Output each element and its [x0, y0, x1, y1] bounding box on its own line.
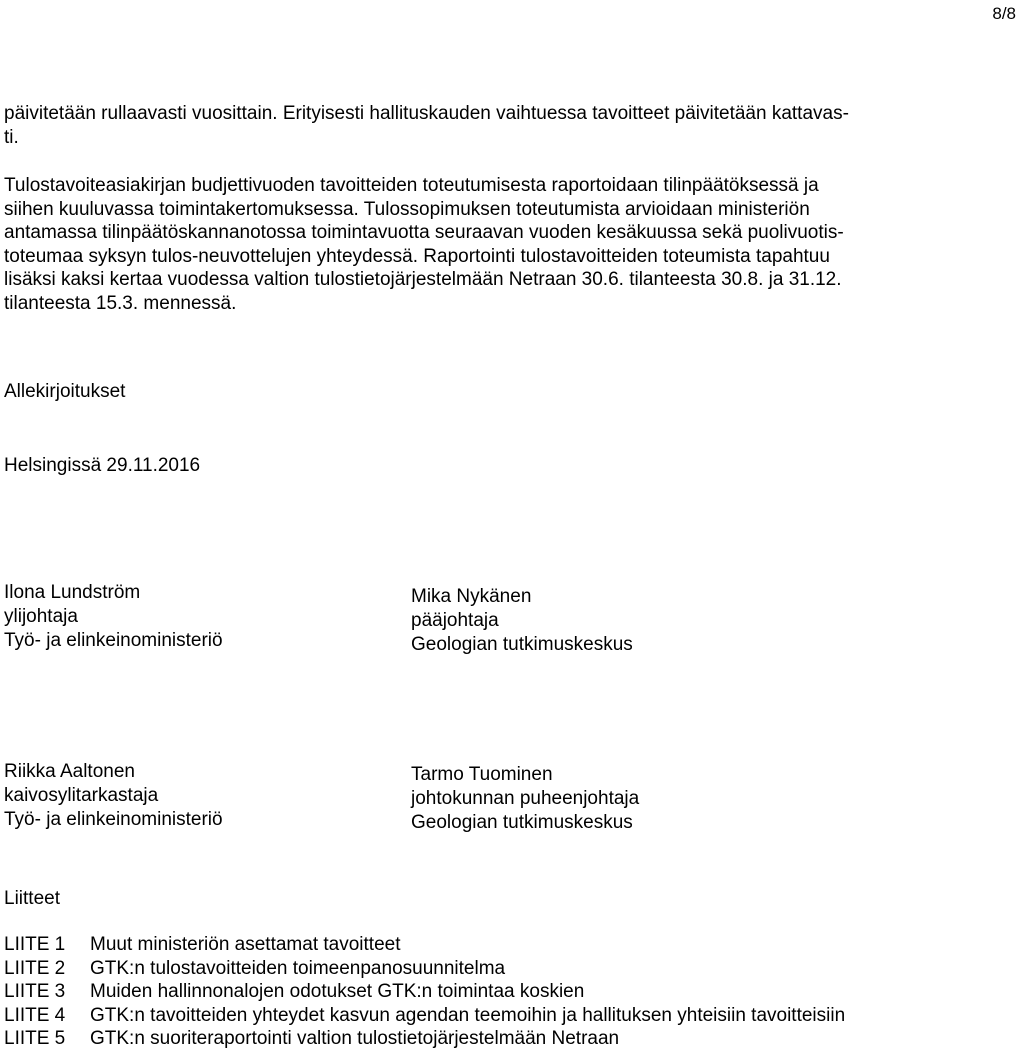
- signatory-title: johtokunnan puheenjohtaja: [411, 788, 640, 809]
- signatory-organization: Geologian tutkimuskeskus: [411, 634, 633, 655]
- signature-block-3: [4, 760, 223, 832]
- text-line: toteumaa syksyn tulos-neuvottelujen yhteydessä. Raportointi tulostavoitteiden toteumista tapahtuu: [4, 245, 830, 267]
- signatory-name: Riikka Aaltonen: [4, 761, 135, 782]
- attachment-item: [4, 1027, 845, 1051]
- signatory-name: Tarmo Tuominen: [411, 764, 553, 785]
- attachment-item: [4, 1004, 845, 1028]
- attachments-list: [4, 933, 845, 1051]
- text-line: ti.: [4, 126, 19, 148]
- signatory-organization: Työ- ja elinkeinoministeriö: [4, 630, 223, 651]
- place-date: Helsingissä 29.11.2016: [4, 455, 201, 476]
- signatory-name: Mika Nykänen: [411, 586, 532, 607]
- intro-paragraph: [4, 102, 849, 149]
- text-line: siihen kuuluvassa toimintakertomuksessa. Tulossopimuksen toteutumista arvioidaan ministeriön: [4, 198, 810, 220]
- text-line: tilanteesta 15.3. mennessä.: [4, 292, 237, 314]
- attachment-title: GTK:n tulostavoitteiden toimeenpanosuunnitelma: [90, 957, 506, 979]
- signature-block-1: [4, 581, 223, 653]
- attachments-heading: Liitteet: [4, 888, 60, 909]
- text-line: antamassa tilinpäätöskannanotossa toimintavuotta seuraavan vuoden kesäkuussa sekä puolivuotis-: [4, 222, 844, 243]
- page-number: 8/8: [992, 4, 1016, 23]
- signatory-title: pääjohtaja: [411, 610, 499, 631]
- attachment-title: Muut ministeriön asettamat tavoitteet: [90, 934, 401, 955]
- attachment-code: LIITE 2: [4, 957, 66, 979]
- signature-block-2: [411, 585, 633, 657]
- signatory-title: ylijohtaja: [4, 606, 78, 627]
- signature-block-4: [411, 763, 639, 835]
- text-line: lisäksi kaksi kertaa vuodessa valtion tulostietojärjestelmään Netraan 30.6. tilanteesta 30.8. ja 31.12.: [4, 269, 842, 290]
- attachment-code: LIITE 5: [4, 1028, 66, 1050]
- signatory-name: Ilona Lundström: [4, 582, 141, 603]
- attachment-title: GTK:n suoriteraportointi valtion tulostietojärjestelmään Netraan: [90, 1028, 620, 1050]
- attachment-code: LIITE 3: [4, 981, 66, 1003]
- reporting-paragraph: [4, 174, 844, 315]
- attachment-title: Muiden hallinnonalojen odotukset GTK:n toimintaa koskien: [90, 981, 585, 1003]
- text-line: Tulostavoiteasiakirjan budjettivuoden tavoitteiden toteutumisesta raportoidaan tilinpäätöksessä ja: [4, 175, 819, 196]
- attachment-item: [4, 957, 845, 981]
- attachment-item: [4, 980, 845, 1004]
- attachment-item: [4, 933, 845, 957]
- attachment-code: LIITE 1: [4, 934, 66, 955]
- signatory-title: kaivosylitarkastaja: [4, 785, 159, 806]
- signatures-heading: Allekirjoitukset: [4, 381, 126, 402]
- signatory-organization: Työ- ja elinkeinoministeriö: [4, 809, 223, 830]
- attachment-title: GTK:n tavoitteiden yhteydet kasvun agendan teemoihin ja hallituksen yhteisiin tavoitteisiin: [90, 1004, 846, 1026]
- attachment-code: LIITE 4: [4, 1004, 66, 1026]
- text-line: päivitetään rullaavasti vuosittain. Erityisesti hallituskauden vaihtuessa tavoitteet päivitetään kattavas-: [4, 103, 849, 124]
- signatory-organization: Geologian tutkimuskeskus: [411, 812, 633, 833]
